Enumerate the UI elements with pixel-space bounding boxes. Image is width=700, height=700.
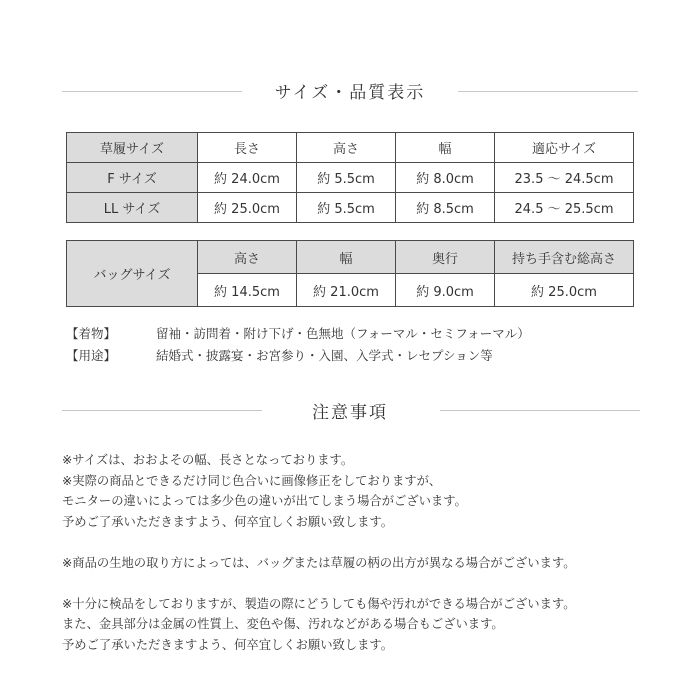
header-cell: 長さ xyxy=(198,133,297,163)
zori-size-table xyxy=(66,132,634,223)
header-cell: 適応サイズ xyxy=(495,133,634,163)
header-cell: 幅 xyxy=(396,133,495,163)
size-section-title: サイズ・品質表示 xyxy=(274,83,426,103)
info-value: 留袖・訪問着・附け下げ・色無地（フォーマル・セミフォーマル） xyxy=(156,326,530,341)
table-row xyxy=(67,163,634,193)
header-cell: 高さ xyxy=(297,133,396,163)
row-label: バッグサイズ xyxy=(67,241,198,307)
header-cell: 幅 xyxy=(297,241,396,274)
note-line: 予めご了承いただきますよう、何卒宜しくお願い致します。 xyxy=(62,637,394,652)
header-cell: 持ち手含む総高さ xyxy=(495,241,634,274)
table-row xyxy=(67,193,634,223)
table-cell: 約 24.0cm xyxy=(198,163,297,193)
table-cell: 23.5 ～ 24.5cm xyxy=(495,163,634,193)
table-cell: 約 5.5cm xyxy=(297,163,396,193)
table-cell: 約 9.0cm xyxy=(396,274,495,307)
table-cell: 約 5.5cm xyxy=(297,193,396,223)
table-cell: 約 25.0cm xyxy=(198,193,297,223)
info-label: 【用途】 xyxy=(66,348,117,363)
row-label: F サイズ xyxy=(67,163,198,193)
table-cell: 約 8.0cm xyxy=(396,163,495,193)
note-line: モニターの違いによっては多少色の違いが出てしまう場合がございます。 xyxy=(62,494,467,508)
table-header-row xyxy=(67,241,634,274)
divider-right xyxy=(458,91,638,92)
note-line: ※実際の商品とできるだけ同じ色合いに画像修正をしておりますが、 xyxy=(62,473,442,488)
table-cell: 約 21.0cm xyxy=(297,274,396,307)
table-cell: 24.5 ～ 25.5cm xyxy=(495,193,634,223)
table-cell: 約 8.5cm xyxy=(396,193,495,223)
bag-size-table xyxy=(66,240,634,307)
table-cell: 約 25.0cm xyxy=(495,274,634,307)
notes-body xyxy=(62,450,662,655)
header-cell: 高さ xyxy=(198,241,297,274)
info-value: 結婚式・披露宴・お宮参り・入園、入学式・レセプション等 xyxy=(156,348,493,363)
note-line: 予めご了承いただきますよう、何卒宜しくお願い致します。 xyxy=(62,514,394,529)
note-line: ※商品の生地の取り方によっては、バッグまたは草履の柄の出方が異なる場合がございます。 xyxy=(62,555,576,570)
note-line: また、金具部分は金属の性質上、変色や傷、汚れなどがある場合もございます。 xyxy=(62,617,504,631)
note-line: ※十分に検品をしておりますが、製造の際にどうしても傷や汚れができる場合がございます。 xyxy=(62,596,576,611)
header-cell: 奥行 xyxy=(396,241,495,274)
header-cell: 草履サイズ xyxy=(67,133,198,163)
note-line: ※サイズは、おおよその幅、長さとなっております。 xyxy=(62,453,354,467)
notes-section-title: 注意事項 xyxy=(312,403,388,423)
info-label: 【着物】 xyxy=(66,326,117,341)
table-cell: 約 14.5cm xyxy=(198,274,297,307)
table-header-row xyxy=(67,133,634,163)
divider-right xyxy=(440,410,640,411)
row-label: LL サイズ xyxy=(67,193,198,223)
